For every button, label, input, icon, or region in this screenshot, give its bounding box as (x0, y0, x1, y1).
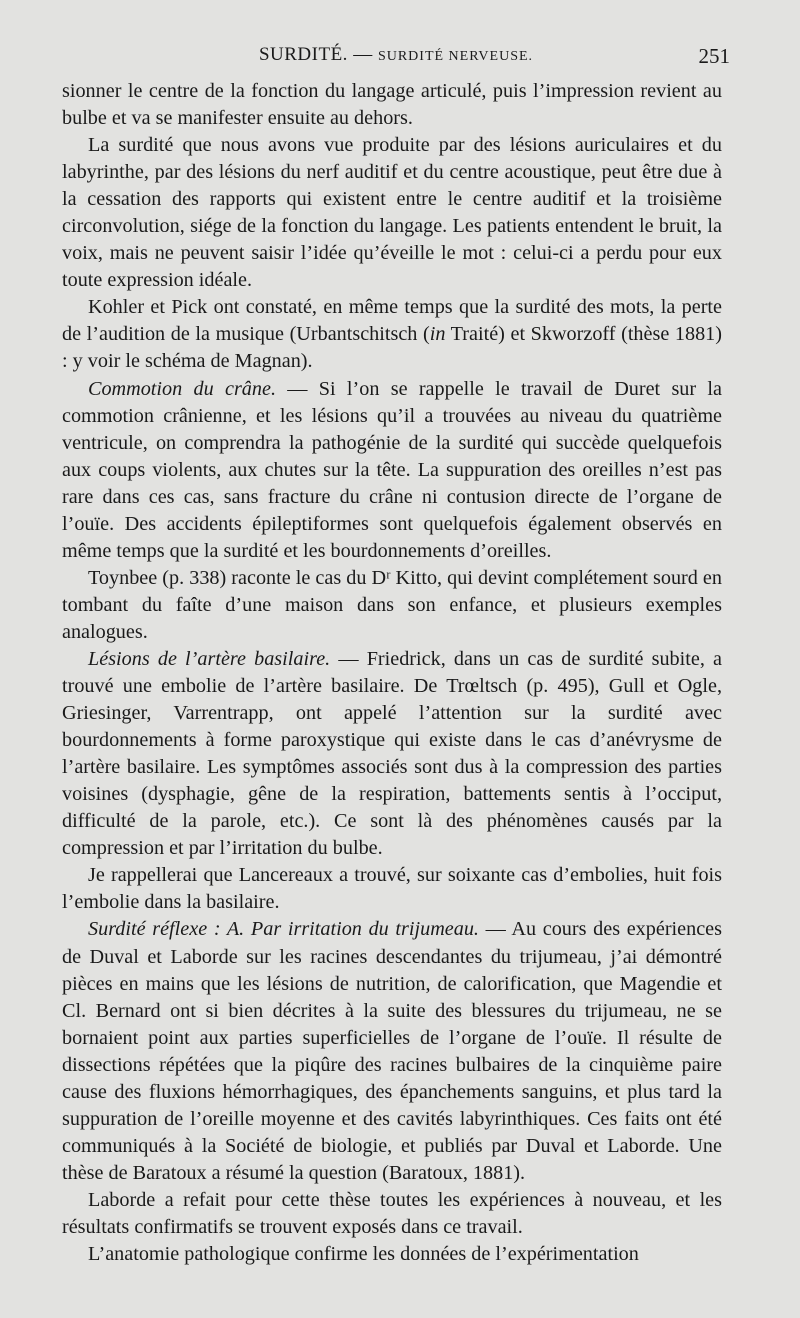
running-title-main: SURDITÉ. (258, 44, 348, 65)
text-run: — Friedrick, dans un cas de surdité subite, a trouvé une embolie de l’artère basilaire. De Trœltsch (p. 495), Gull et Ogle, Griesinger, Varrentrapp, ont appelé l’attention sur la surdité avec bourdonnements à forme paroxystique qui existe dans le cas d’anévrysme de l’artère basilaire. Les symptômes associés sont dus à la compression des parties voisines (dysphagie, gêne de la respiration, battements sentis à l’occiput, difficulté de la parole, etc.). Ce sont là des phénomènes causés par la compression et par l’irritation du bulbe. (62, 647, 722, 860)
running-title-separator: — (347, 44, 378, 65)
running-title (62, 44, 730, 66)
text-run: — Au cours des expériences de Duval et Laborde sur les racines descendantes du trijumeau, j’ai démontré pièces en mains que les lésions de nutrition, de calorification, que Magendie et Cl. Bernard ont si bien décrites à la suite des blessures du trijumeau, ne se bornaient point aux parties superficielles de l’organe de l’ouïe. Il résulte de dissections répétées que la piqûre des racines bulbaires de la cinquième paire cause des fluxions hémorrhagiques, des épanchements sanguins, et plus tard la suppuration de l’oreille moyenne et des cavités labyrinthiques. Ces faits ont été communiqués à la Société de biologie, et publiés par Duval et Laborde. Une thèse de Baratoux a résumé la question (Baratoux, 1881). (62, 918, 722, 1184)
italic-run: Lésions de l’artère basilaire. (88, 647, 331, 670)
paragraph-p5 (62, 646, 722, 862)
text-run: Laborde a refait pour cette thèse toutes les expériences à nouveau, et les résultats confirmatifs se trouvent exposés dans ce travail. (62, 1188, 722, 1238)
italic-run: Surdité réflexe : A. Par irritation du trijumeau. (88, 918, 479, 941)
text-run: Kohler et Pick ont constaté, en même temps que la surdité des mots, la perte de l’audition de la musique (Urbantschitsch ( (62, 296, 722, 346)
page-number: 251 (698, 44, 730, 68)
running-title-subtitle: SURDITÉ NERVEUSE. (377, 49, 534, 64)
paragraph-p2 (62, 294, 722, 375)
paragraph-p3 (62, 376, 722, 565)
italic-run: Commotion du crâne. (88, 377, 276, 400)
paragraph-p0 (62, 78, 722, 132)
text-run: sionner le centre de la fonction du langage articulé, puis l’impression revient au bulbe et va se manifester ensuite au dehors. (62, 80, 722, 130)
paragraph-p4 (62, 565, 722, 646)
italic-run: in (429, 323, 446, 346)
paragraph-p8 (62, 1187, 722, 1241)
text-run: Toynbee (p. 338) raconte le cas du Dʳ Kitto, qui devint complétement sourd en tombant du faîte d’une maison dans son enfance, et plusieurs exemples analogues. (62, 566, 722, 643)
paragraph-p1 (62, 132, 722, 294)
body-text (62, 78, 722, 1268)
text-run: La surdité que nous avons vue produite par des lésions auriculaires et du labyrinthe, par des lésions du nerf auditif et du centre acoustique, peut être due à la cessation des rapports qui existent entre le centre auditif et la troisième circonvolution, siége de la fonction du langage. Les patients entendent le bruit, la voix, mais ne peuvent saisir l’idée qu’éveille le mot : celui-ci a perdu pour eux toute expression idéale. (62, 134, 722, 292)
paragraph-p7 (62, 916, 722, 1186)
text-run: — Si l’on se rappelle le travail de Duret sur la commotion crânienne, et les lésions qu’il a trouvées au niveau du quatrième ventricule, on comprendra la pathogénie de la surdité qui succède quelquefois aux coups violents, aux chutes sur la tête. La suppuration des oreilles n’est pas rare dans ces cas, sans fracture du crâne ni contusion directe de l’organe de l’ouïe. Des accidents épileptiformes sont quelquefois également observés en même temps que la surdité et les bourdonnements d’oreilles. (62, 377, 722, 562)
page-header (62, 44, 730, 78)
paragraph-p9 (62, 1241, 722, 1268)
text-run: Traité) et Skworzoff (thèse 1881) : y voir le schéma de Magnan). (62, 323, 722, 373)
text-run: Je rappellerai que Lancereaux a trouvé, sur soixante cas d’embolies, huit fois l’embolie dans la basilaire. (62, 864, 722, 914)
text-run: L’anatomie pathologique confirme les données de l’expérimentation (88, 1243, 639, 1266)
paragraph-p6 (62, 862, 722, 916)
